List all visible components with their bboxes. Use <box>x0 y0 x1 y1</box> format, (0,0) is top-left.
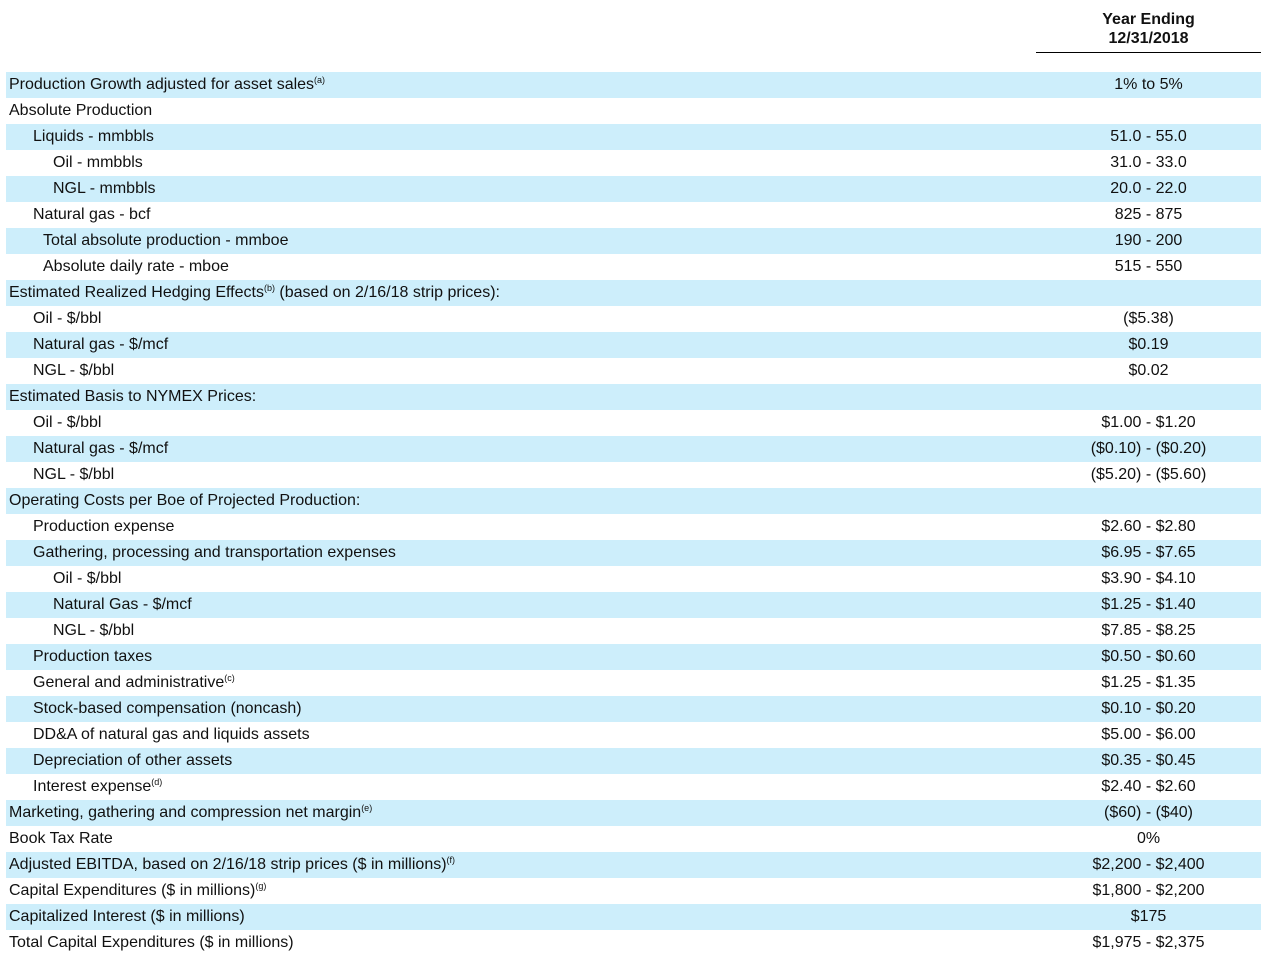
row-label: Natural gas - $/mcf <box>33 440 169 457</box>
table-row <box>6 670 1261 696</box>
table-row <box>6 72 1261 98</box>
row-value: ($60) - ($40) <box>1104 804 1193 821</box>
row-value: $6.95 - $7.65 <box>1101 544 1196 561</box>
table-row <box>6 488 1261 514</box>
row-value: 0% <box>1136 830 1161 847</box>
table-row <box>6 124 1261 150</box>
row-value: $1,975 - $2,375 <box>1092 934 1205 951</box>
table-row <box>6 878 1261 904</box>
table-row <box>6 306 1261 332</box>
column-header-line2: 12/31/2018 <box>1108 30 1189 47</box>
row-label: Total absolute production - mmboe <box>43 232 289 249</box>
table-row <box>6 410 1261 436</box>
row-label: Estimated Realized Hedging Effects$^{(b)}$ (based on 2/16/18 strip prices): <box>9 283 500 301</box>
guidance-table <box>6 72 1261 956</box>
row-label: Absolute daily rate - mboe <box>43 258 229 275</box>
row-value: $0.19 <box>1128 336 1169 353</box>
table-row <box>6 176 1261 202</box>
row-value: $1.00 - $1.20 <box>1101 414 1196 431</box>
table-row <box>6 254 1261 280</box>
table-row <box>6 332 1261 358</box>
row-value: $2,200 - $2,400 <box>1092 856 1205 873</box>
table-row <box>6 540 1261 566</box>
row-label: Oil - $/bbl <box>33 310 102 327</box>
row-value: $3.90 - $4.10 <box>1101 570 1196 587</box>
row-value: 1% to 5% <box>1114 76 1183 93</box>
row-label: Production Growth adjusted for asset sales$^{(a)}$ <box>9 75 326 93</box>
table-row <box>6 280 1261 306</box>
row-value: $5.00 - $6.00 <box>1101 726 1196 743</box>
table-row <box>6 852 1261 878</box>
row-label: Liquids - mmbbls <box>33 128 154 145</box>
row-value: ($5.38) <box>1123 310 1174 327</box>
column-header-line1: Year Ending <box>1102 11 1195 28</box>
row-label: Natural gas - bcf <box>33 206 151 223</box>
row-value: 51.0 - 55.0 <box>1110 128 1187 145</box>
table-row <box>6 228 1261 254</box>
row-label: Estimated Basis to NYMEX Prices: <box>9 388 257 405</box>
table-row <box>6 150 1261 176</box>
row-label: Operating Costs per Boe of Projected Production: <box>9 492 361 509</box>
row-value: 31.0 - 33.0 <box>1110 154 1187 171</box>
table-row <box>6 358 1261 384</box>
row-label: Capital Expenditures ($ in millions)$^{(g)}$ <box>9 881 267 899</box>
column-header <box>1036 10 1261 48</box>
table-row <box>6 436 1261 462</box>
row-label: Book Tax Rate <box>9 830 113 847</box>
row-label: Capitalized Interest ($ in millions) <box>9 908 245 925</box>
table-row <box>6 462 1261 488</box>
row-label: Stock-based compensation (noncash) <box>33 700 302 717</box>
row-value: $1.25 - $1.40 <box>1101 596 1196 613</box>
row-value: ($0.10) - ($0.20) <box>1090 440 1207 457</box>
row-label: Adjusted EBITDA, based on 2/16/18 strip prices ($ in millions)$^{(f)}$ <box>9 855 456 873</box>
table-row <box>6 592 1261 618</box>
table-row <box>6 904 1261 930</box>
table-row <box>6 774 1261 800</box>
table-row <box>6 748 1261 774</box>
header-underline <box>1036 52 1261 53</box>
row-label: Oil - $/bbl <box>33 414 102 431</box>
row-label: Natural gas - $/mcf <box>33 336 169 353</box>
row-label: Oil - mmbbls <box>53 154 143 171</box>
row-value: $175 <box>1130 908 1167 925</box>
row-value: $7.85 - $8.25 <box>1101 622 1196 639</box>
row-label: NGL - $/bbl <box>53 622 135 639</box>
row-label: DD&A of natural gas and liquids assets <box>33 726 310 743</box>
table-row <box>6 202 1261 228</box>
row-value: $2.60 - $2.80 <box>1101 518 1196 535</box>
table-row <box>6 384 1261 410</box>
row-value: 20.0 - 22.0 <box>1110 180 1187 197</box>
row-label: General and administrative$^{(c)}$ <box>33 673 235 691</box>
row-value: ($5.20) - ($5.60) <box>1090 466 1207 483</box>
row-label: Production taxes <box>33 648 153 665</box>
table-row <box>6 618 1261 644</box>
row-label: Natural Gas - $/mcf <box>53 596 192 613</box>
table-row <box>6 800 1261 826</box>
row-label: Production expense <box>33 518 175 535</box>
table-row <box>6 566 1261 592</box>
row-value: $1.25 - $1.35 <box>1101 674 1196 691</box>
row-label: Oil - $/bbl <box>53 570 122 587</box>
table-row <box>6 98 1261 124</box>
row-value: $0.10 - $0.20 <box>1101 700 1196 717</box>
row-value: 515 - 550 <box>1114 258 1183 275</box>
row-value: $2.40 - $2.60 <box>1101 778 1196 795</box>
row-label: NGL - $/bbl <box>33 466 115 483</box>
row-value: $1,800 - $2,200 <box>1092 882 1205 899</box>
row-label: NGL - $/bbl <box>33 362 115 379</box>
row-label: Depreciation of other assets <box>33 752 233 769</box>
row-value: $0.50 - $0.60 <box>1101 648 1196 665</box>
row-value: $0.02 <box>1128 362 1169 379</box>
row-value: 190 - 200 <box>1114 232 1183 249</box>
row-value: $0.35 - $0.45 <box>1101 752 1196 769</box>
row-label: Absolute Production <box>9 102 153 119</box>
row-label: Gathering, processing and transportation expenses <box>33 544 396 561</box>
row-label: Interest expense$^{(d)}$ <box>33 777 163 795</box>
table-row <box>6 826 1261 852</box>
table-row <box>6 930 1261 956</box>
row-label: NGL - mmbbls <box>53 180 156 197</box>
row-label: Total Capital Expenditures ($ in millions) <box>9 934 294 951</box>
table-row <box>6 722 1261 748</box>
row-value: 825 - 875 <box>1114 206 1183 223</box>
table-row <box>6 514 1261 540</box>
row-label: Marketing, gathering and compression net margin$^{(e)}$ <box>9 803 373 821</box>
table-row <box>6 644 1261 670</box>
table-row <box>6 696 1261 722</box>
